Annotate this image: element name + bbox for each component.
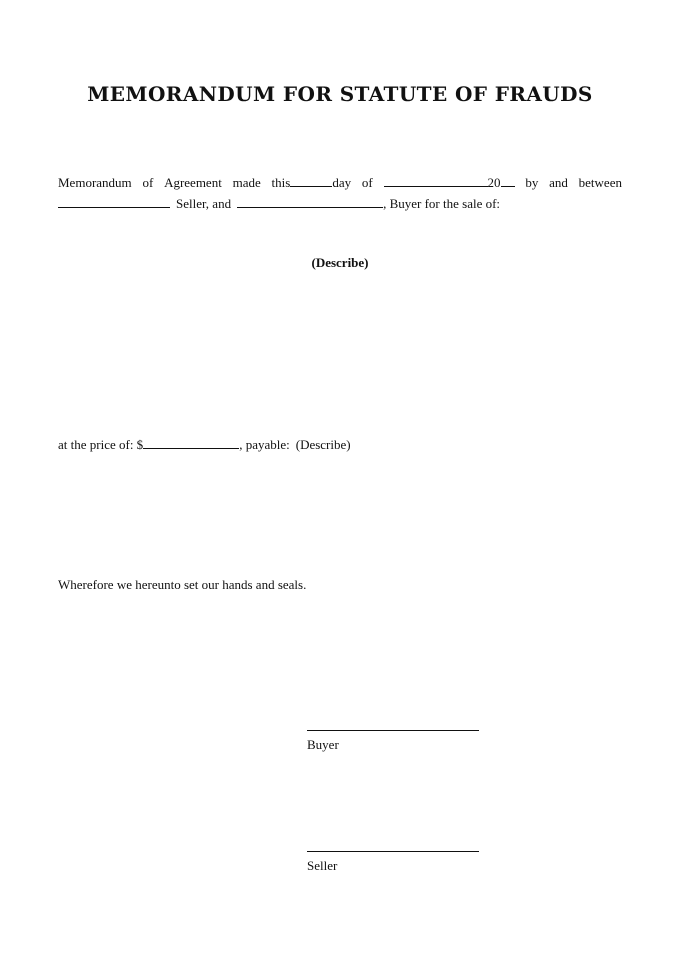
document-title: MEMORANDUM FOR STATUTE OF FRAUDS (87, 82, 593, 106)
intro-word: this (271, 175, 291, 190)
wherefore-statement: Wherefore we hereunto set our hands and seals. (58, 577, 307, 592)
intro-word: made (232, 175, 261, 190)
day-blank[interactable] (290, 174, 332, 187)
year-prefix: 20 (487, 175, 501, 190)
seller-signature-line[interactable] (307, 851, 479, 852)
buyer-signature-label: Buyer (307, 737, 339, 752)
intro-word: of (142, 175, 154, 190)
intro-word: and (549, 175, 568, 190)
seller-signature-label: Seller (307, 858, 338, 873)
intro-word: Agreement (164, 175, 222, 190)
price-blank[interactable] (143, 436, 239, 449)
price-prefix: at the price of: $ (58, 437, 144, 452)
intro-this-day-group (272, 174, 352, 191)
describe-heading: (Describe) (311, 255, 369, 270)
price-suffix: , payable: (239, 437, 290, 452)
buyer-text: , Buyer for the sale of: (383, 196, 501, 211)
seller-name-blank[interactable] (58, 195, 170, 208)
intro-word: day (332, 175, 352, 190)
intro-date-group (384, 174, 515, 191)
price-describe: (Describe) (295, 437, 351, 452)
intro-word: of (361, 175, 373, 190)
buyer-name-blank[interactable] (237, 195, 383, 208)
intro-word: by (525, 175, 539, 190)
buyer-signature-line[interactable] (307, 730, 479, 731)
year-blank[interactable] (501, 174, 515, 187)
intro-word: Memorandum (58, 175, 132, 190)
price-line (58, 436, 351, 453)
intro-word: between (578, 175, 622, 190)
parties-line (58, 195, 500, 212)
agreement-intro-line (58, 174, 622, 191)
seller-text: Seller, and (176, 196, 232, 211)
month-blank[interactable] (384, 174, 488, 187)
